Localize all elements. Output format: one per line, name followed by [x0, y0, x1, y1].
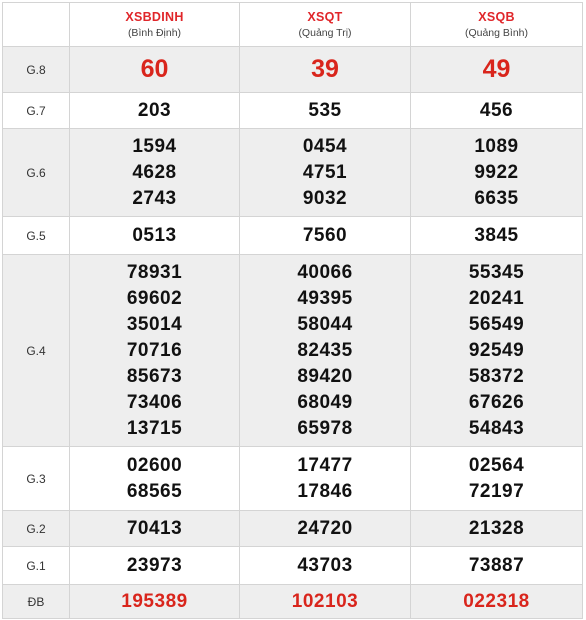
- prize-label: G.5: [3, 217, 70, 255]
- prize-cell: [70, 255, 240, 447]
- prize-cell: [240, 447, 411, 511]
- prize-value: 7560: [240, 217, 411, 255]
- special-prize-value: 102103: [240, 585, 411, 619]
- prize-value: 58044: [297, 313, 353, 335]
- prize-value: 17477: [297, 454, 353, 476]
- prize-cell: [411, 129, 583, 217]
- province-name: (Quảng Trị): [298, 27, 352, 39]
- prize-row-g7: [3, 93, 583, 129]
- prize-value: 40066: [297, 261, 353, 283]
- prize-value: 70413: [70, 511, 240, 547]
- prize-value: 535: [240, 93, 411, 129]
- prize-label: G.8: [3, 47, 70, 93]
- prize-value: 02600: [126, 454, 183, 476]
- prize-value: 56549: [468, 313, 525, 335]
- prize-value: 4751: [302, 161, 348, 183]
- prize-label: G.3: [3, 447, 70, 511]
- prize-value: 21328: [411, 511, 583, 547]
- prize-value: 456: [411, 93, 583, 129]
- prize-value: 73406: [126, 391, 183, 413]
- prize-label: G.6: [3, 129, 70, 217]
- prize-value: 73887: [411, 547, 583, 585]
- prize-label: G.2: [3, 511, 70, 547]
- prize-value: 23973: [70, 547, 240, 585]
- province-header: [240, 3, 411, 47]
- prize-label: G.4: [3, 255, 70, 447]
- prize-cell: [70, 447, 240, 511]
- prize-value: 82435: [297, 339, 353, 361]
- prize-value: 55345: [468, 261, 525, 283]
- prize-value: 58372: [468, 365, 525, 387]
- prize-row-g8: [3, 47, 583, 93]
- prize-value: 85673: [126, 365, 183, 387]
- prize-row-g1: [3, 547, 583, 585]
- prize-value: 43703: [240, 547, 411, 585]
- prize-value: 13715: [126, 417, 183, 439]
- prize-value: 72197: [468, 480, 525, 502]
- prize-value: 0454: [302, 135, 348, 157]
- prize-value: 1089: [474, 135, 519, 157]
- prize-value: 9922: [474, 161, 519, 183]
- prize-value: 3845: [411, 217, 583, 255]
- header-corner: [3, 3, 70, 47]
- special-prize-value: 022318: [411, 585, 583, 619]
- prize-value: 02564: [468, 454, 525, 476]
- prize-value: 68049: [297, 391, 353, 413]
- prize-cell: [240, 129, 411, 217]
- prize-value: 49: [411, 47, 583, 93]
- prize-value: 24720: [240, 511, 411, 547]
- province-header: [411, 3, 583, 47]
- prize-value: 65978: [297, 417, 353, 439]
- prize-label: G.1: [3, 547, 70, 585]
- prize-cell: [411, 255, 583, 447]
- prize-value: 9032: [302, 187, 348, 209]
- prize-value: 6635: [474, 187, 519, 209]
- province-name: (Quảng Bình): [464, 27, 529, 39]
- prize-value: 35014: [126, 313, 183, 335]
- prize-row-g2: [3, 511, 583, 547]
- province-code-link[interactable]: XSBDINH: [125, 10, 184, 24]
- lottery-results-table: [2, 2, 583, 619]
- prize-cell: [70, 129, 240, 217]
- prize-value: 92549: [468, 339, 525, 361]
- province-code-link[interactable]: XSQB: [478, 10, 515, 24]
- prize-cell: [411, 447, 583, 511]
- province-name: (Bình Định): [127, 27, 182, 39]
- prize-row-g5: [3, 217, 583, 255]
- prize-value: 2743: [132, 187, 177, 209]
- prize-value: 49395: [297, 287, 353, 309]
- prize-label: G.7: [3, 93, 70, 129]
- prize-value: 69602: [126, 287, 183, 309]
- prize-cell: [240, 255, 411, 447]
- prize-value: 67626: [468, 391, 525, 413]
- prize-row-special: [3, 585, 583, 619]
- prize-value: 4628: [132, 161, 177, 183]
- prize-value: 78931: [126, 261, 183, 283]
- prize-row-g3: [3, 447, 583, 511]
- prize-row-g6: [3, 129, 583, 217]
- prize-value: 54843: [468, 417, 525, 439]
- prize-value: 203: [70, 93, 240, 129]
- province-header: [70, 3, 240, 47]
- prize-label: ĐB: [3, 585, 70, 619]
- prize-value: 0513: [70, 217, 240, 255]
- header-row: [3, 3, 583, 47]
- province-code-link[interactable]: XSQT: [307, 10, 343, 24]
- special-prize-value: 195389: [70, 585, 240, 619]
- prize-value: 89420: [297, 365, 353, 387]
- prize-value: 70716: [126, 339, 183, 361]
- prize-value: 20241: [468, 287, 525, 309]
- prize-value: 1594: [132, 135, 177, 157]
- prize-row-g4: [3, 255, 583, 447]
- prize-value: 17846: [297, 480, 353, 502]
- prize-value: 39: [240, 47, 411, 93]
- prize-value: 68565: [126, 480, 183, 502]
- prize-value: 60: [70, 47, 240, 93]
